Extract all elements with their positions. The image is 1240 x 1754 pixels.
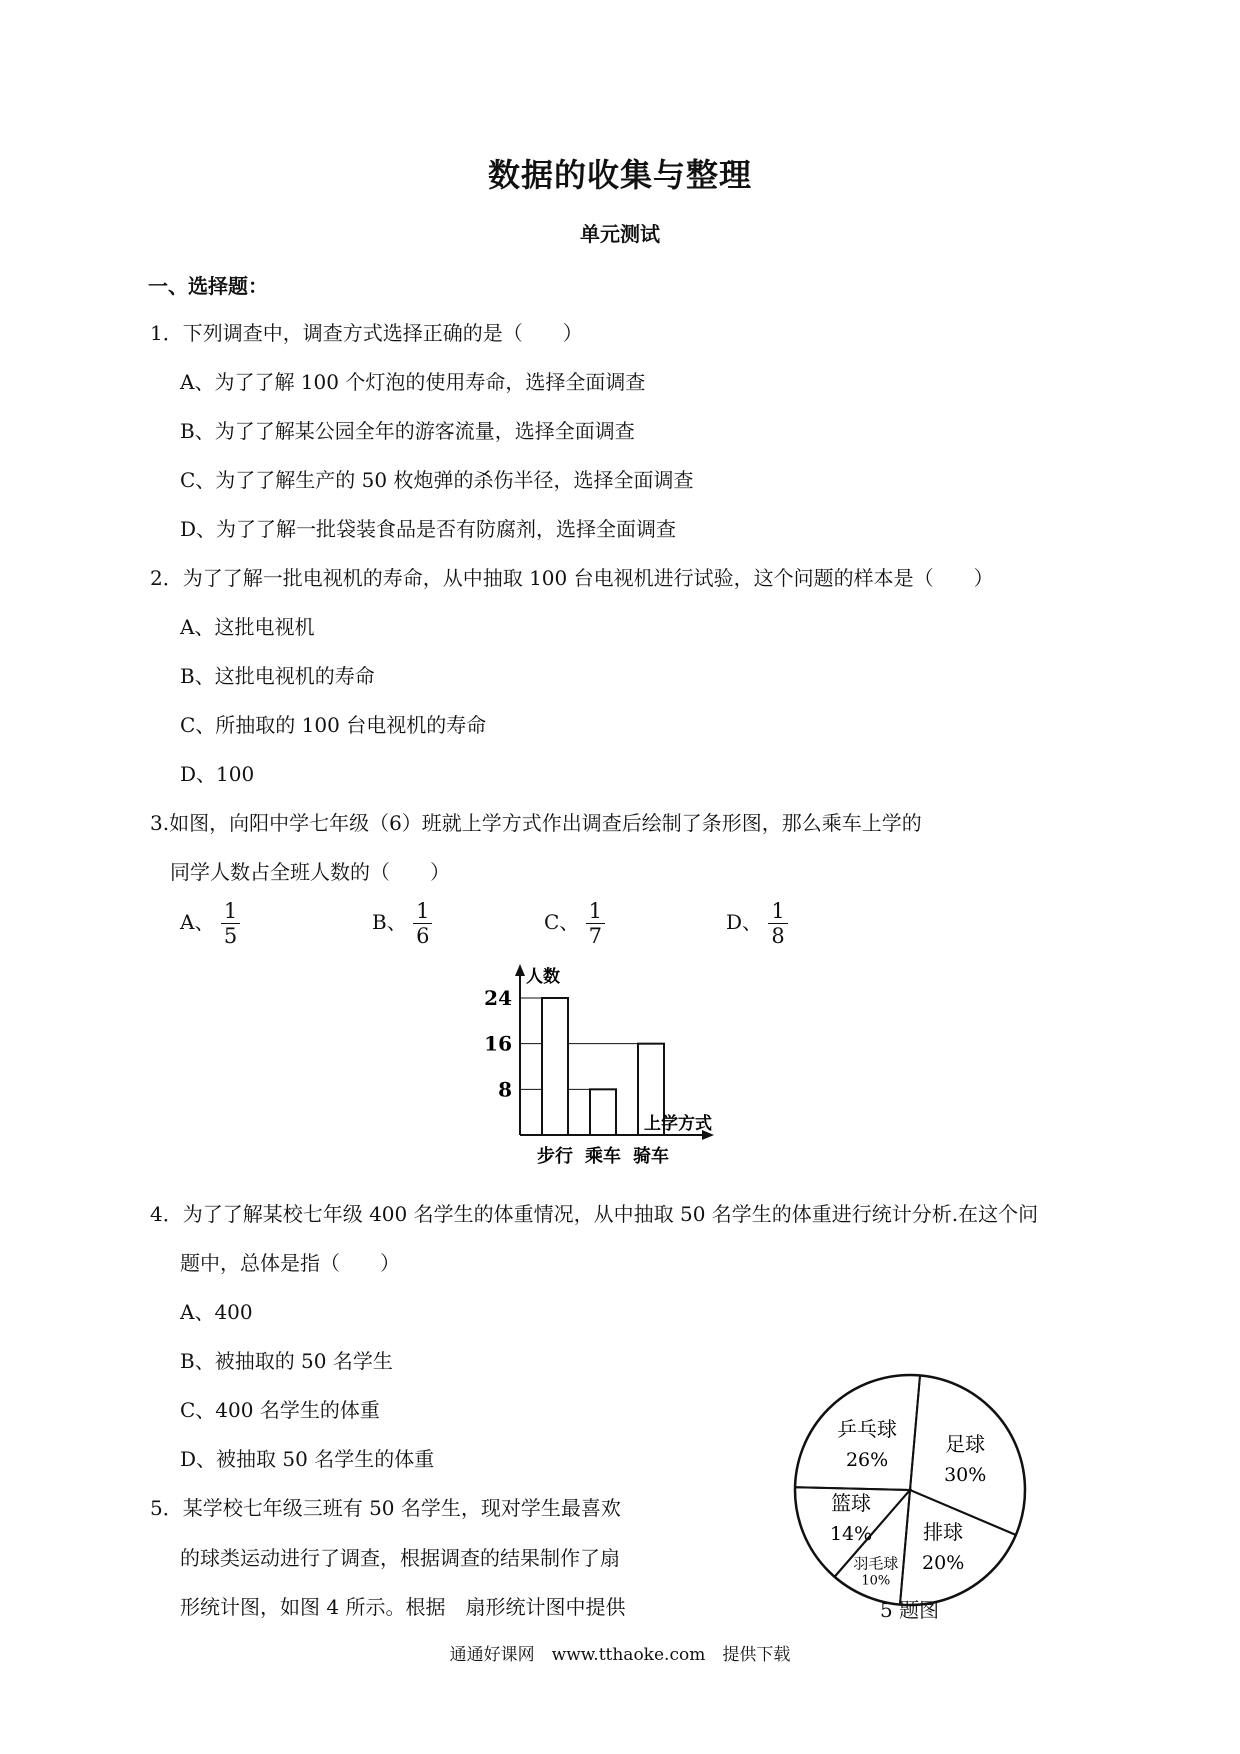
question-3-stem-line-1: 3.如图，向阳中学七年级（6）班就上学方式作出调查后绘制了条形图，那么乘车上学的 (150, 811, 922, 835)
question-1-option-b: B、为了了解某公园全年的游客流量，选择全面调查 (180, 419, 635, 443)
pie-slice-value-label: 26% (845, 1448, 889, 1471)
question-3-option-a (180, 899, 240, 948)
bar-chart-category-label: 骑车 (633, 1146, 669, 1167)
fraction-a (221, 899, 240, 948)
question-4-stem-line-1: 4．为了了解某校七年级 400 名学生的体重情况，从中抽取 50 名学生的体重进行统计分析.在这个问 (150, 1202, 1039, 1226)
question-4-option-a: A、400 (180, 1300, 253, 1324)
question-5-line-1: 5．某学校七年级三班有 50 名学生，现对学生最喜欢 (150, 1496, 621, 1520)
fraction-a-denominator: 5 (223, 924, 238, 948)
question-1-option-d: D、为了了解一批袋装食品是否有防腐剂，选择全面调查 (180, 517, 677, 541)
pie-slice-label: 羽毛球 (853, 1554, 899, 1573)
pie-slice-value-label: 14% (829, 1522, 873, 1545)
bar-chart-y-tick-label: 16 (484, 1031, 512, 1056)
fraction-d-denominator: 8 (771, 924, 785, 948)
fraction-b-numerator: 1 (413, 899, 432, 924)
question-2-option-d: D、100 (180, 762, 255, 786)
question-2-option-b: B、这批电视机的寿命 (180, 664, 375, 688)
pie-slice-value-label: 30% (944, 1463, 987, 1486)
page-title: 数据的收集与整理 (487, 156, 752, 194)
question-4-option-b: B、被抽取的 50 名学生 (180, 1349, 393, 1373)
question-2-stem: 2．为了了解一批电视机的寿命，从中抽取 100 台电视机进行试验，这个问题的样本是（ ） (150, 566, 994, 590)
fraction-b-denominator: 6 (416, 924, 430, 948)
bar-chart-y-axis-label: 人数 (526, 967, 560, 987)
question-3-option-d (726, 899, 788, 948)
question-1-option-a: A、为了了解 100 个灯泡的使用寿命，选择全面调查 (180, 370, 646, 394)
bar-chart-y-tick-label: 8 (498, 1077, 512, 1102)
pie-chart (780, 1360, 1040, 1620)
pie-slice-value-label: 20% (922, 1552, 965, 1575)
question-2-option-c: C、所抽取的 100 台电视机的寿命 (180, 713, 487, 737)
bar-1 (542, 998, 568, 1135)
question-4-stem-line-2: 题中，总体是指（ ） (180, 1251, 400, 1275)
pie-slice-label: 足球 (945, 1431, 986, 1456)
question-4-option-d: D、被抽取 50 名学生的体重 (180, 1447, 435, 1471)
option-a-label: A、 (180, 910, 215, 934)
option-b-label: B、 (372, 910, 407, 934)
fraction-c (586, 899, 605, 948)
question-1-option-c: C、为了了解生产的 50 枚炮弹的杀伤半径，选择全面调查 (180, 468, 694, 492)
question-4-option-c: C、400 名学生的体重 (180, 1398, 380, 1422)
pie-slice-label: 乒乓球 (837, 1416, 898, 1441)
fraction-a-numerator: 1 (221, 899, 240, 924)
pie-slice-label: 排球 (923, 1520, 964, 1545)
bar-chart-category-label: 步行 (537, 1146, 573, 1167)
bar-2 (590, 1089, 616, 1135)
bar-chart-category-label: 乘车 (585, 1146, 621, 1167)
bar-chart-y-tick-label: 24 (484, 986, 512, 1010)
question-3-option-c (544, 899, 605, 948)
option-c-label: C、 (544, 910, 580, 934)
section-heading: 一、选择题： (148, 274, 268, 298)
pie-slice-value-label: 10% (861, 1573, 891, 1589)
fraction-b (413, 899, 432, 948)
fraction-c-denominator: 7 (588, 924, 603, 948)
pie-chart-caption: 5 题图 (880, 1598, 940, 1622)
question-5-line-2: 的球类运动进行了调查，根据调查的结果制作了扇 (180, 1546, 620, 1570)
page-footer: 通通好课网 www.tthaoke.com 提供下载 (449, 1645, 791, 1665)
fraction-d-numerator: 1 (768, 899, 787, 924)
question-1-stem: 1．下列调查中，调查方式选择正确的是（ ） (150, 321, 583, 345)
fraction-c-numerator: 1 (586, 899, 605, 924)
option-d-label: D、 (726, 910, 763, 934)
fraction-d (768, 899, 787, 948)
question-3-stem-line-2: 同学人数占全班人数的（ ） (170, 860, 450, 884)
bar-chart-x-axis-label: 上学方式 (644, 1114, 712, 1134)
question-3-option-b (372, 899, 432, 948)
question-2-option-a: A、这批电视机 (180, 615, 315, 639)
bar-chart (470, 960, 770, 1172)
bar-chart-y-arrow (515, 964, 525, 976)
pie-slice-label: 篮球 (831, 1490, 872, 1515)
page-subtitle: 单元测试 (580, 222, 660, 246)
question-5-line-3: 形统计图，如图 4 所示。根据 扇形统计图中提供 (180, 1595, 626, 1619)
